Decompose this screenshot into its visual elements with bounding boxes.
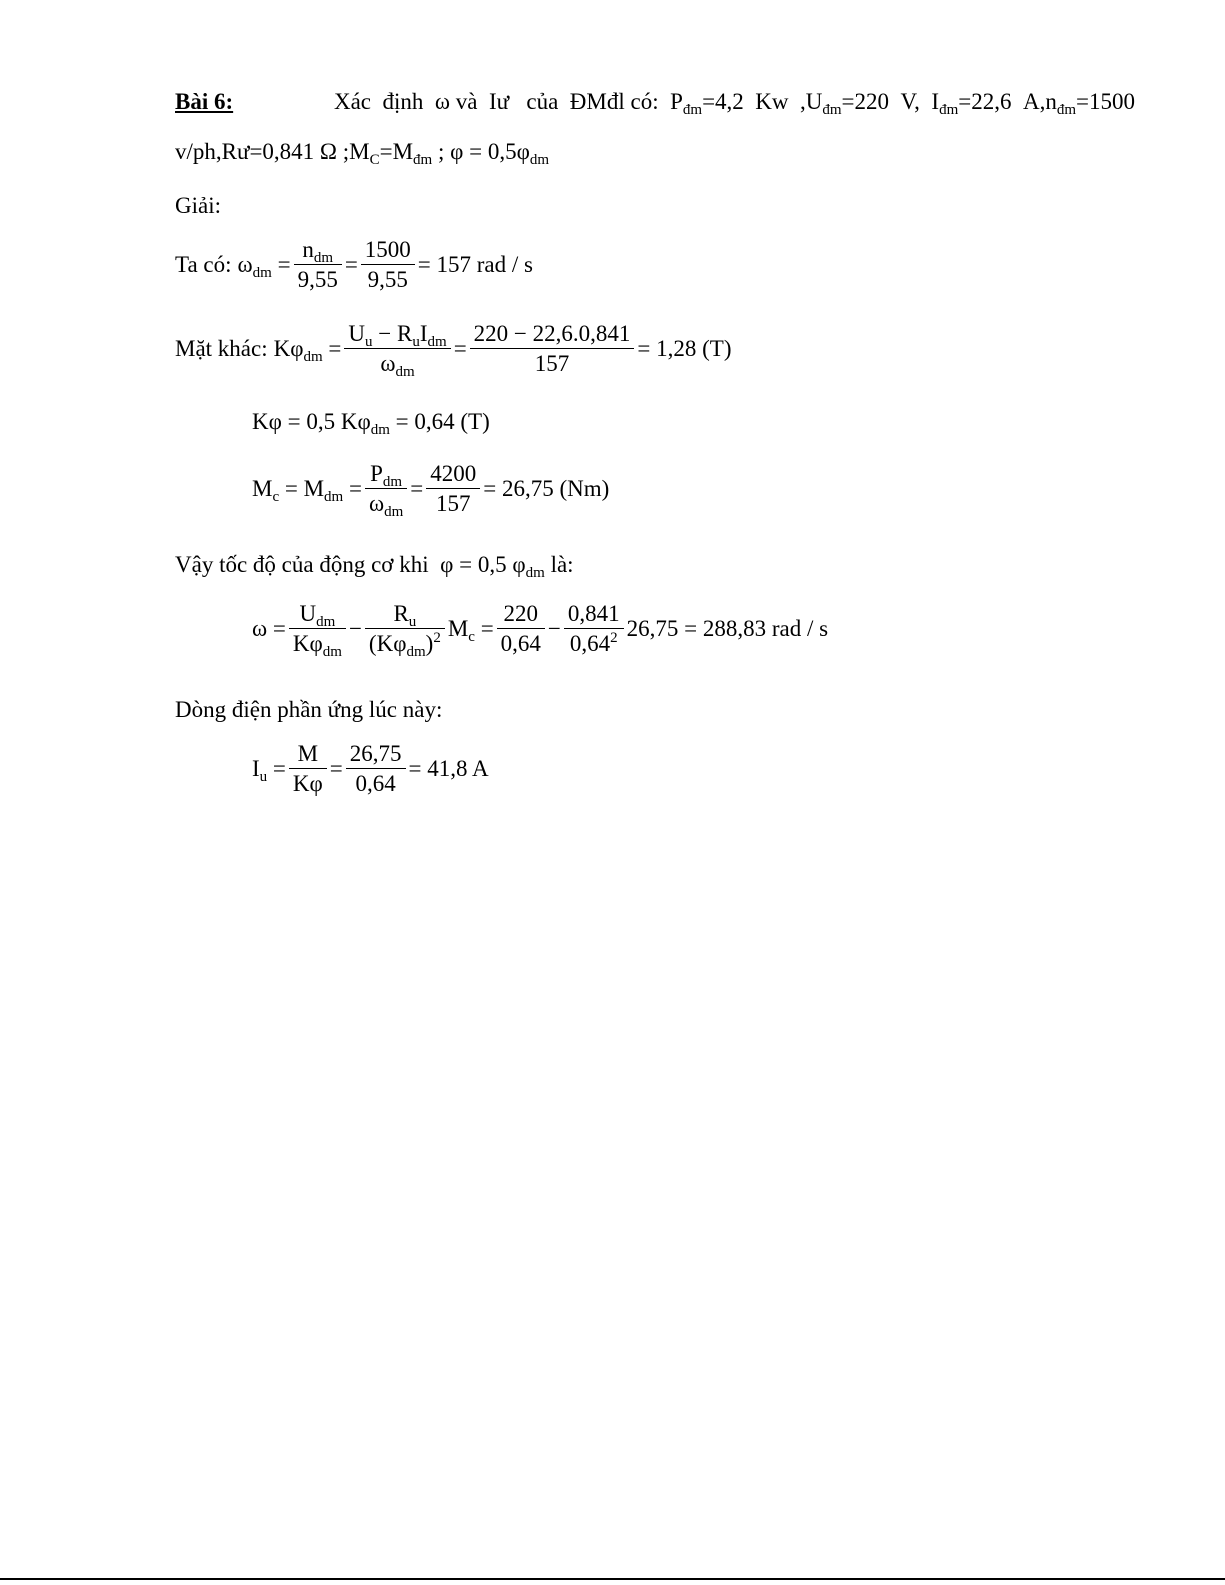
speed-intro-line: Vậy tốc độ của động cơ khi φ = 0,5 $\varphi_{dm}$ là: — [175, 552, 574, 581]
fraction-flux-numeric: $\frac{220 - 22,6.0,841}{157}$ — [470, 322, 635, 375]
fraction-n-over-9-55: $\frac{n_{dm}}{9,55}$ — [294, 238, 342, 291]
fraction-speed-term2: $\frac{R_u}{(K\varphi_{dm})^2}$ — [365, 602, 445, 655]
fraction-current-symbolic: $\frac{M}{K\varphi}$ — [289, 742, 327, 795]
fraction-torque-symbolic: $\frac{P_{dm}}{\omega_{dm}}$ — [365, 462, 407, 515]
speed-result: 26,75 = 288,83 rad / s — [626, 616, 829, 641]
step4-result: = 26,75 (Nm) — [483, 476, 610, 501]
problem-text-1: Xác định ω và Iư của ĐMđl có: $P_{đm}=4,2$ Kw $,U_{đm}=220$ V, $I_{đm}=22,6$ $A,n_{đm}=1500$ — [333, 89, 1135, 118]
equation-rated-speed: Ta có: $\omega_{dm}$ = $\frac{n_{dm}}{9,55}$ = $\frac{1500}{9,55}$ = 157 rad / s — [175, 237, 533, 292]
step1-intro: Ta có: — [175, 252, 232, 277]
problem-line-2: v/ph,Rư=0,841 Ω $;M_C=M_{đm}$ ; $\varphi = 0,5\varphi_{dm}$ — [175, 139, 550, 168]
step2-intro: Mặt khác: — [175, 336, 268, 361]
fraction-1500-over-9-55: $\frac{1500}{9,55}$ — [361, 238, 415, 291]
fraction-speed-num2: $\frac{0,841}{0,64^2}$ — [564, 602, 624, 655]
problem-label: Bài 6: — [175, 89, 234, 114]
page-bottom-rule — [0, 1578, 1225, 1580]
fraction-speed-term1: $\frac{U_{dm}}{K\varphi_{dm}}$ — [289, 602, 346, 655]
equation-rated-flux: Mặt khác: $K\varphi_{dm}$ = $\frac{U_u - R_uI_{dm}}{\omega_{dm}}$ = $\frac{220 - 22,6.0,841}{157}$ = 1,28 (T) — [175, 321, 732, 380]
step1-result: = 157 rad / s — [417, 252, 533, 277]
problem-line-1 — [175, 89, 1135, 118]
fraction-current-numeric: $\frac{26,75}{0,64}$ — [346, 742, 406, 795]
fraction-torque-numeric: $\frac{4200}{157}$ — [426, 462, 480, 515]
equation-current: $I_u$ = $\frac{M}{K\varphi}$ = $\frac{26,75}{0,64}$ = 41,8 A — [252, 741, 489, 796]
step2-result: = 1,28 (T) — [637, 336, 732, 361]
equation-reduced-flux: Kφ = 0,5 $K\varphi_{dm} = 0,64$ (T) — [252, 409, 490, 438]
equation-speed: ω = $\frac{U_{dm}}{K\varphi_{dm}}$ − $\frac{R_u}{(K\varphi_{dm})^2}$ $M_c$ = $\frac{220}{0,64}$ − $\frac{0,841}{0,64^2}$ 26,75 = 288,83 rad / s — [252, 601, 829, 660]
solution-heading: Giải: — [175, 193, 221, 218]
current-intro: Dòng điện phần ứng lúc này: — [175, 697, 443, 722]
fraction-flux-symbolic: $\frac{U_u - R_uI_{dm}}{\omega_{dm}}$ — [344, 322, 450, 375]
current-result: = 41,8 A — [408, 756, 489, 781]
equation-load-torque: $M_c = M_{dm}$ = $\frac{P_{dm}}{\omega_{dm}}$ = $\frac{4200}{157}$ = 26,75 (Nm) — [252, 461, 610, 520]
fraction-speed-num1: $\frac{220}{0,64}$ — [497, 602, 545, 655]
